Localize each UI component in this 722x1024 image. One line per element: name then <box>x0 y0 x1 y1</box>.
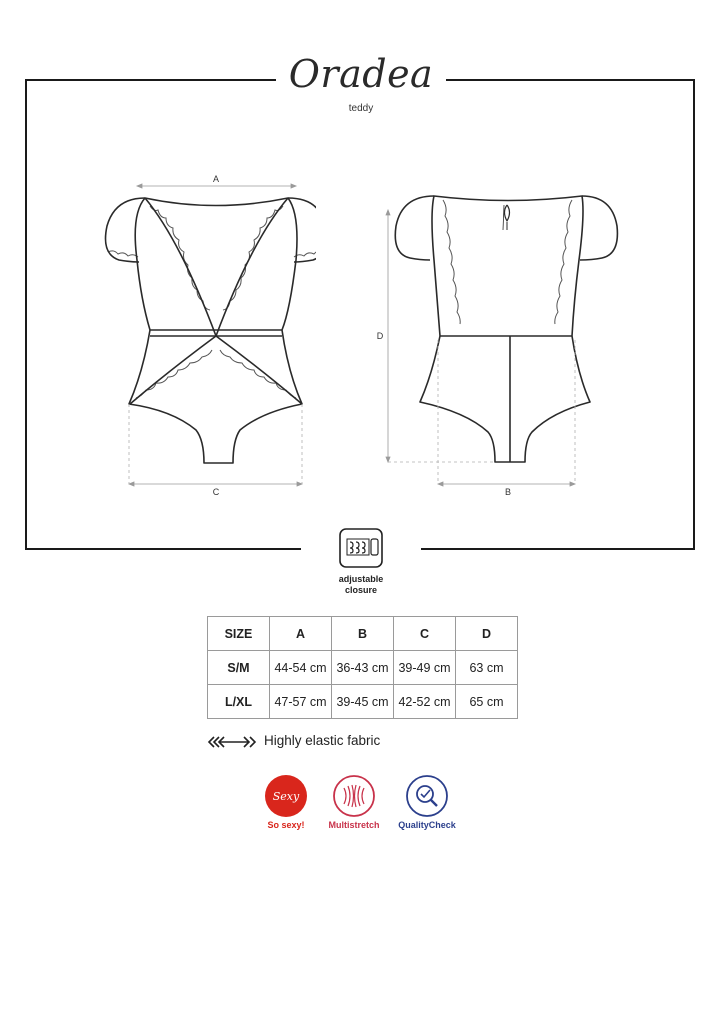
dimension-label-b: B <box>504 487 512 497</box>
table-cell: 65 cm <box>456 685 518 719</box>
table-cell: S/M <box>208 651 270 685</box>
badge-label-quality-check: QualityCheck <box>398 820 456 830</box>
hook-and-eye-closure-icon <box>338 527 384 569</box>
product-subtitle: teddy <box>348 103 374 114</box>
dimension-label-c: C <box>212 487 220 497</box>
table-cell: 63 cm <box>456 651 518 685</box>
table-cell: 39-45 cm <box>332 685 394 719</box>
table-cell: 42-52 cm <box>394 685 456 719</box>
dimension-label-a: A <box>212 174 220 184</box>
front-view-diagram <box>96 168 316 498</box>
closure-label-line1: adjustable <box>338 574 384 584</box>
size-table <box>207 616 518 719</box>
product-title: Oradea <box>288 52 434 96</box>
table-row <box>208 685 518 719</box>
table-header-cell: D <box>456 617 518 651</box>
table-cell: 47-57 cm <box>270 685 332 719</box>
table-header-cell: C <box>394 617 456 651</box>
dimension-label-d: D <box>376 331 384 341</box>
sexy-badge-logo-text: Sexy <box>272 790 300 803</box>
table-header-cell: A <box>270 617 332 651</box>
quality-check-badge-icon <box>405 774 449 818</box>
table-cell: 39-49 cm <box>394 651 456 685</box>
table-header-row <box>208 617 518 651</box>
stretch-arrows-icon <box>206 736 260 748</box>
table-cell: 36-43 cm <box>332 651 394 685</box>
fabric-label: Highly elastic fabric <box>264 733 381 748</box>
multistretch-badge-icon <box>332 774 376 818</box>
closure-label <box>311 574 411 596</box>
table-header-cell: SIZE <box>208 617 270 651</box>
badge-label-multistretch: Multistretch <box>328 820 380 830</box>
table-header-cell: B <box>332 617 394 651</box>
sexy-badge-icon <box>264 774 308 818</box>
closure-label-line2: closure <box>344 585 377 595</box>
table-row <box>208 651 518 685</box>
table-cell: L/XL <box>208 685 270 719</box>
table-cell: 44-54 cm <box>270 651 332 685</box>
back-view-diagram <box>370 180 630 500</box>
badge-label-so-sexy: So sexy! <box>267 820 305 830</box>
